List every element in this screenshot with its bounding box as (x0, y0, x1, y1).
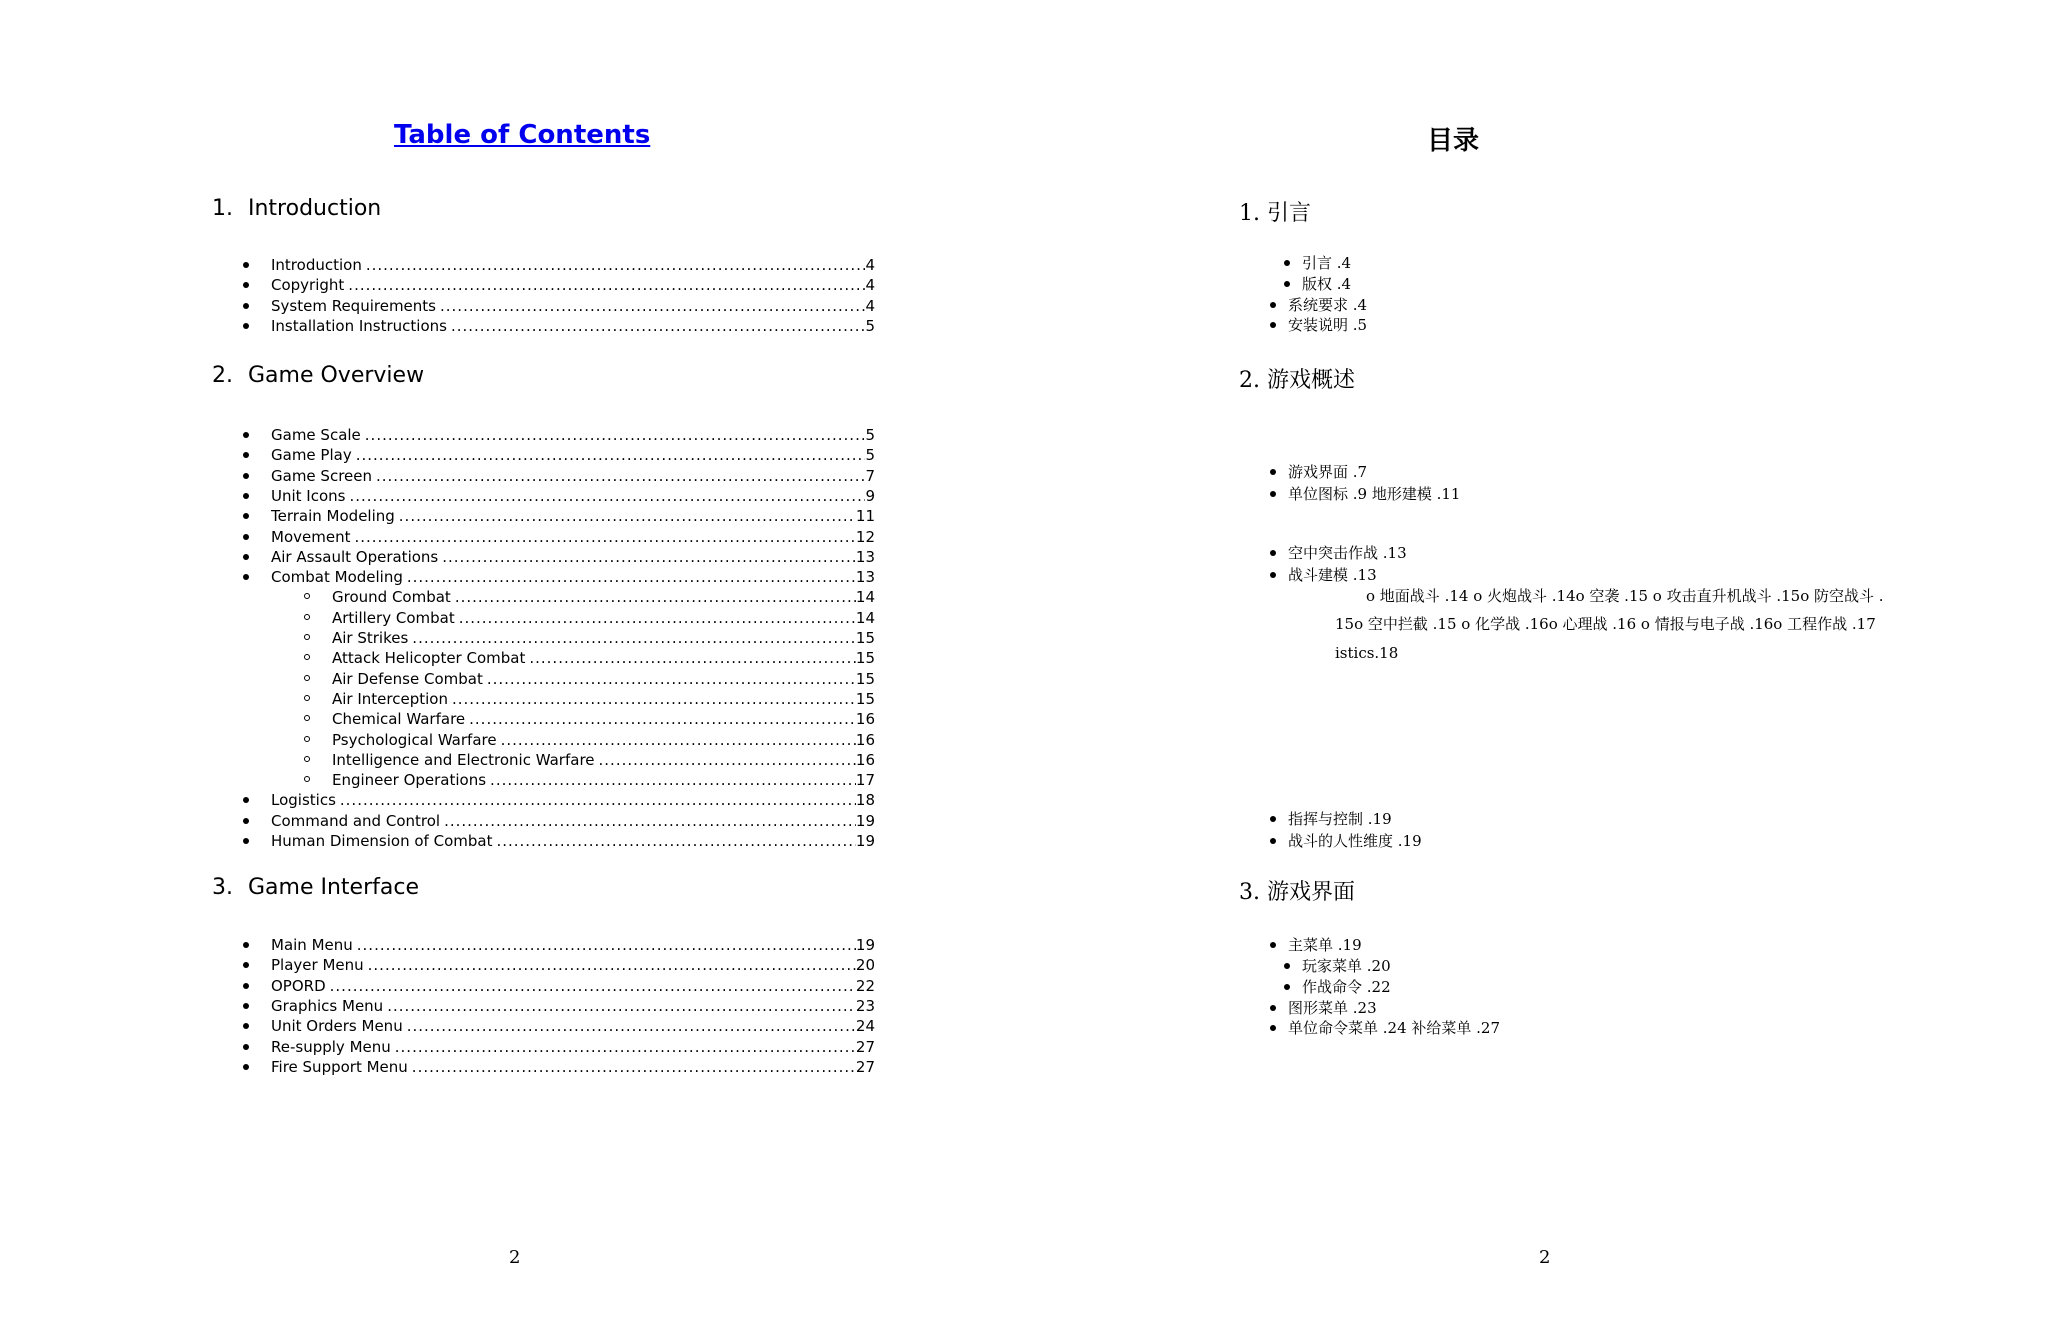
dot-leader (490, 770, 856, 790)
circle-bullet-icon (304, 634, 310, 640)
toc-title-zh: 目录 (1427, 126, 1480, 156)
bullet-icon (243, 1023, 249, 1029)
toc-entry[interactable] (0, 255, 1024, 275)
toc-entry-line (271, 486, 875, 506)
toc-entry-line (271, 955, 875, 975)
toc-entry-line (332, 608, 875, 628)
dot-leader (444, 811, 856, 831)
toc-entry-line (332, 689, 875, 709)
toc-entry-label: Game Screen (271, 467, 372, 485)
toc-entry-line (332, 669, 875, 689)
bullet-icon (243, 493, 249, 499)
circle-bullet-icon (304, 736, 310, 742)
bullet-icon (243, 262, 249, 268)
dot-leader (376, 466, 865, 486)
bullet-icon (1270, 302, 1276, 308)
toc-entry-line (271, 811, 875, 831)
dot-leader (354, 527, 855, 547)
dot-leader (330, 976, 856, 996)
toc-entry-label: Movement (271, 528, 351, 546)
bullet-icon (243, 473, 249, 479)
dot-leader (368, 955, 856, 975)
bullet-icon (1284, 963, 1290, 969)
dot-leader (412, 1057, 856, 1077)
page-number: 2 (509, 1247, 521, 1268)
dot-leader (399, 506, 856, 526)
toc-entry-label: Attack Helicopter Combat (332, 649, 526, 667)
toc-entry-label: Psychological Warfare (332, 731, 497, 749)
toc-entry-page: 7 (865, 467, 875, 485)
dot-leader (487, 669, 856, 689)
bullet-icon (243, 983, 249, 989)
toc-entry[interactable] (0, 316, 1024, 336)
circle-bullet-icon (304, 756, 310, 762)
toc-subentry[interactable] (0, 648, 1024, 668)
toc-entry-label: Installation Instructions (271, 317, 447, 335)
toc-entry-label: Main Menu (271, 936, 353, 954)
toc-entry-label: Air Assault Operations (271, 548, 439, 566)
toc-entry-page: 13 (855, 568, 875, 586)
dot-leader (451, 316, 866, 336)
toc-entry-page: 20 (855, 956, 875, 974)
toc-entry[interactable] (0, 486, 1024, 506)
bullet-icon (1270, 942, 1276, 948)
dot-leader (407, 567, 856, 587)
sub-item-text: istics.18 (1335, 644, 1399, 662)
toc-entry-page: 5 (865, 446, 875, 464)
toc-entry-label: Game Scale (271, 426, 361, 444)
toc-entry-line (332, 730, 875, 750)
toc-entry-label: Logistics (271, 791, 336, 809)
dot-leader (407, 1016, 856, 1036)
bullet-icon (243, 513, 249, 519)
dot-leader (455, 587, 856, 607)
toc-entry[interactable] (0, 790, 1024, 810)
bullet-icon (243, 962, 249, 968)
section-heading (212, 363, 424, 388)
toc-entry-label: Terrain Modeling (271, 507, 395, 525)
toc-entry-line (271, 425, 875, 445)
toc-entry-label: Command and Control (271, 812, 441, 830)
toc-entry-label: Introduction (271, 256, 362, 274)
toc-entry[interactable] (0, 1016, 1024, 1036)
bullet-icon (1270, 469, 1276, 475)
toc-entry-label: Air Strikes (332, 629, 409, 647)
toc-entry[interactable] (0, 1057, 1024, 1077)
toc-entry-page: 16 (855, 710, 875, 728)
bullet-icon (243, 303, 249, 309)
section-heading-zh: 3. 游戏界面 (1239, 880, 1355, 905)
bullet-icon (1270, 550, 1276, 556)
toc-entry-line (271, 790, 875, 810)
dot-leader (356, 445, 866, 465)
toc-subentry[interactable] (0, 628, 1024, 648)
toc-entry-page: 15 (855, 670, 875, 688)
toc-entry-label: Fire Support Menu (271, 1058, 408, 1076)
toc-entry-label: Copyright (271, 276, 345, 294)
list-item: 引言 .4 (1302, 253, 1351, 273)
toc-entry-page: 4 (865, 276, 875, 294)
list-item: 图形菜单 .23 (1288, 998, 1377, 1018)
dot-leader (412, 628, 856, 648)
toc-entry-page: 16 (855, 751, 875, 769)
toc-entry-label: Game Play (271, 446, 352, 464)
section-number: 3. (212, 875, 233, 900)
toc-entry-line (271, 466, 875, 486)
toc-entry-label: Human Dimension of Combat (271, 832, 493, 850)
toc-entry-line (271, 547, 875, 567)
toc-entry[interactable] (0, 1037, 1024, 1057)
toc-entry-page: 22 (855, 977, 875, 995)
bullet-icon (1270, 322, 1276, 328)
bullet-icon (243, 534, 249, 540)
list-item: 安装说明 .5 (1288, 315, 1367, 335)
toc-entry-label: Re-supply Menu (271, 1038, 391, 1056)
section-heading (212, 196, 381, 221)
toc-entry-line (271, 255, 875, 275)
toc-entry[interactable] (0, 275, 1024, 295)
bullet-icon (1270, 491, 1276, 497)
toc-entry-page: 15 (855, 690, 875, 708)
toc-entry[interactable] (0, 567, 1024, 587)
toc-entry-page: 27 (855, 1058, 875, 1076)
list-item: 指挥与控制 .19 (1288, 809, 1392, 829)
dot-leader (442, 547, 856, 567)
toc-entry-line (271, 445, 875, 465)
toc-entry-page: 9 (865, 487, 875, 505)
toc-entry-label: Artillery Combat (332, 609, 455, 627)
bullet-icon (1270, 838, 1276, 844)
section-number: 2. (212, 363, 233, 388)
list-item: 单位图标 .9 地形建模 .11 (1288, 484, 1460, 504)
bullet-icon (1270, 1025, 1276, 1031)
toc-entry-line (271, 567, 875, 587)
toc-entry-label: Unit Icons (271, 487, 346, 505)
bullet-icon (1270, 816, 1276, 822)
toc-subentry[interactable] (0, 730, 1024, 750)
toc-entry-page: 15 (855, 649, 875, 667)
list-item: 系统要求 .4 (1288, 295, 1367, 315)
toc-entry-page: 14 (855, 609, 875, 627)
toc-subentry[interactable] (0, 608, 1024, 628)
toc-entry-label: Graphics Menu (271, 997, 384, 1015)
bullet-icon (243, 432, 249, 438)
toc-entry-page: 5 (865, 426, 875, 444)
list-item: 空中突击作战 .13 (1288, 543, 1407, 563)
toc-entry-label: Unit Orders Menu (271, 1017, 403, 1035)
section-heading-zh: 1. 引言 (1239, 201, 1311, 226)
toc-entry[interactable] (0, 996, 1024, 1016)
toc-title-link[interactable]: Table of Contents (394, 120, 651, 150)
circle-bullet-icon (304, 593, 310, 599)
toc-entry-line (271, 506, 875, 526)
section-heading-zh: 2. 游戏概述 (1239, 368, 1355, 393)
bullet-icon (243, 1064, 249, 1070)
dot-leader (452, 689, 856, 709)
dot-leader (340, 790, 856, 810)
circle-bullet-icon (304, 654, 310, 660)
bullet-icon (243, 323, 249, 329)
bullet-icon (243, 554, 249, 560)
toc-entry-line (271, 316, 875, 336)
toc-entry-line (332, 648, 875, 668)
toc-entry-page: 27 (855, 1038, 875, 1056)
toc-entry-label: Chemical Warfare (332, 710, 466, 728)
toc-entry[interactable] (0, 831, 1024, 851)
toc-entry-line (271, 1057, 875, 1077)
toc-entry[interactable] (0, 935, 1024, 955)
toc-entry-page: 19 (855, 812, 875, 830)
bullet-icon (243, 797, 249, 803)
bullet-icon (243, 282, 249, 288)
toc-entry[interactable] (0, 296, 1024, 316)
dot-leader (365, 425, 866, 445)
toc-entry-page: 5 (865, 317, 875, 335)
dot-leader (357, 935, 856, 955)
toc-entry-page: 18 (855, 791, 875, 809)
dot-leader (366, 255, 866, 275)
right-page (1024, 0, 2048, 1325)
bullet-icon (243, 818, 249, 824)
toc-subentry[interactable] (0, 689, 1024, 709)
toc-entry-line (332, 770, 875, 790)
toc-entry-page: 17 (855, 771, 875, 789)
sub-item-text: o 地面战斗 .14 o 火炮战斗 .14o 空袭 .15 o 攻击直升机战斗 .15o 防空战斗 . (1366, 587, 1884, 605)
circle-bullet-icon (304, 614, 310, 620)
section-title: Game Interface (248, 875, 419, 900)
toc-entry-line (271, 275, 875, 295)
toc-entry[interactable] (0, 445, 1024, 465)
toc-entry-page: 19 (855, 936, 875, 954)
toc-entry-page: 23 (855, 997, 875, 1015)
bullet-icon (1270, 1005, 1276, 1011)
toc-entry-label: Engineer Operations (332, 771, 487, 789)
toc-entry-page: 11 (855, 507, 875, 525)
dot-leader (395, 1037, 856, 1057)
toc-entry-line (271, 831, 875, 851)
toc-entry-line (271, 296, 875, 316)
dot-leader (496, 831, 855, 851)
bullet-icon (1284, 260, 1290, 266)
toc-entry-page: 14 (855, 588, 875, 606)
toc-entry-label: Player Menu (271, 956, 364, 974)
bullet-icon (243, 574, 249, 580)
toc-entry-line (332, 750, 875, 770)
toc-entry-label: Ground Combat (332, 588, 451, 606)
sub-item-text: 15o 空中拦截 .15 o 化学战 .16o 心理战 .16 o 情报与电子战 .16o 工程作战 .17 (1335, 615, 1876, 633)
toc-entry-label: Combat Modeling (271, 568, 403, 586)
section-heading (212, 875, 419, 900)
toc-entry-page: 24 (855, 1017, 875, 1035)
toc-entry-line (271, 976, 875, 996)
toc-entry-line (271, 996, 875, 1016)
bullet-icon (1284, 281, 1290, 287)
dot-leader (440, 296, 865, 316)
dot-leader (529, 648, 856, 668)
toc-subentry[interactable] (0, 669, 1024, 689)
circle-bullet-icon (304, 776, 310, 782)
section-title: Introduction (248, 196, 382, 221)
toc-entry[interactable] (0, 506, 1024, 526)
list-item: 战斗建模 .13 (1288, 565, 1377, 585)
list-item: 游戏界面 .7 (1288, 462, 1367, 482)
section-number: 1. (212, 196, 233, 221)
toc-entry-line (332, 628, 875, 648)
dot-leader (599, 750, 856, 770)
toc-entry-page: 4 (865, 256, 875, 274)
toc-entry-line (271, 935, 875, 955)
dot-leader (348, 275, 865, 295)
toc-entry-line (271, 1016, 875, 1036)
toc-subentry[interactable] (0, 750, 1024, 770)
dot-leader (469, 709, 856, 729)
bullet-icon (1270, 572, 1276, 578)
section-title: Game Overview (248, 363, 425, 388)
bullet-icon (243, 838, 249, 844)
dot-leader (501, 730, 856, 750)
dot-leader (459, 608, 856, 628)
list-item: 主菜单 .19 (1288, 935, 1362, 955)
toc-entry-page: 4 (865, 297, 875, 315)
toc-entry-line (332, 709, 875, 729)
toc-entry-page: 16 (855, 731, 875, 749)
toc-entry-page: 12 (855, 528, 875, 546)
bullet-icon (243, 1044, 249, 1050)
list-item: 玩家菜单 .20 (1302, 956, 1391, 976)
toc-entry-page: 15 (855, 629, 875, 647)
toc-entry-label: Air Defense Combat (332, 670, 483, 688)
list-item: 战斗的人性维度 .19 (1288, 831, 1422, 851)
toc-entry-page: 13 (855, 548, 875, 566)
dot-leader (387, 996, 856, 1016)
bullet-icon (243, 942, 249, 948)
toc-subentry[interactable] (0, 587, 1024, 607)
toc-entry[interactable] (0, 976, 1024, 996)
toc-entry-label: Intelligence and Electronic Warfare (332, 751, 595, 769)
list-item: 单位命令菜单 .24 补给菜单 .27 (1288, 1018, 1500, 1038)
toc-entry-label: Air Interception (332, 690, 448, 708)
toc-entry-line (271, 1037, 875, 1057)
toc-entry[interactable] (0, 955, 1024, 975)
toc-entry[interactable] (0, 425, 1024, 445)
toc-subentry[interactable] (0, 709, 1024, 729)
bullet-icon (1284, 984, 1290, 990)
toc-entry-line (332, 587, 875, 607)
bullet-icon (243, 452, 249, 458)
circle-bullet-icon (304, 715, 310, 721)
list-item: 版权 .4 (1302, 274, 1351, 294)
toc-entry[interactable] (0, 466, 1024, 486)
circle-bullet-icon (304, 675, 310, 681)
page-number: 2 (1539, 1247, 1551, 1268)
toc-subentry[interactable] (0, 770, 1024, 790)
toc-entry-page: 19 (855, 832, 875, 850)
bullet-icon (243, 1003, 249, 1009)
toc-entry-label: System Requirements (271, 297, 436, 315)
toc-entry[interactable] (0, 811, 1024, 831)
dot-leader (349, 486, 865, 506)
circle-bullet-icon (304, 695, 310, 701)
toc-entry[interactable] (0, 547, 1024, 567)
toc-entry[interactable] (0, 527, 1024, 547)
toc-entry-line (271, 527, 875, 547)
list-item: 作战命令 .22 (1302, 977, 1391, 997)
toc-entry-label: OPORD (271, 977, 326, 995)
